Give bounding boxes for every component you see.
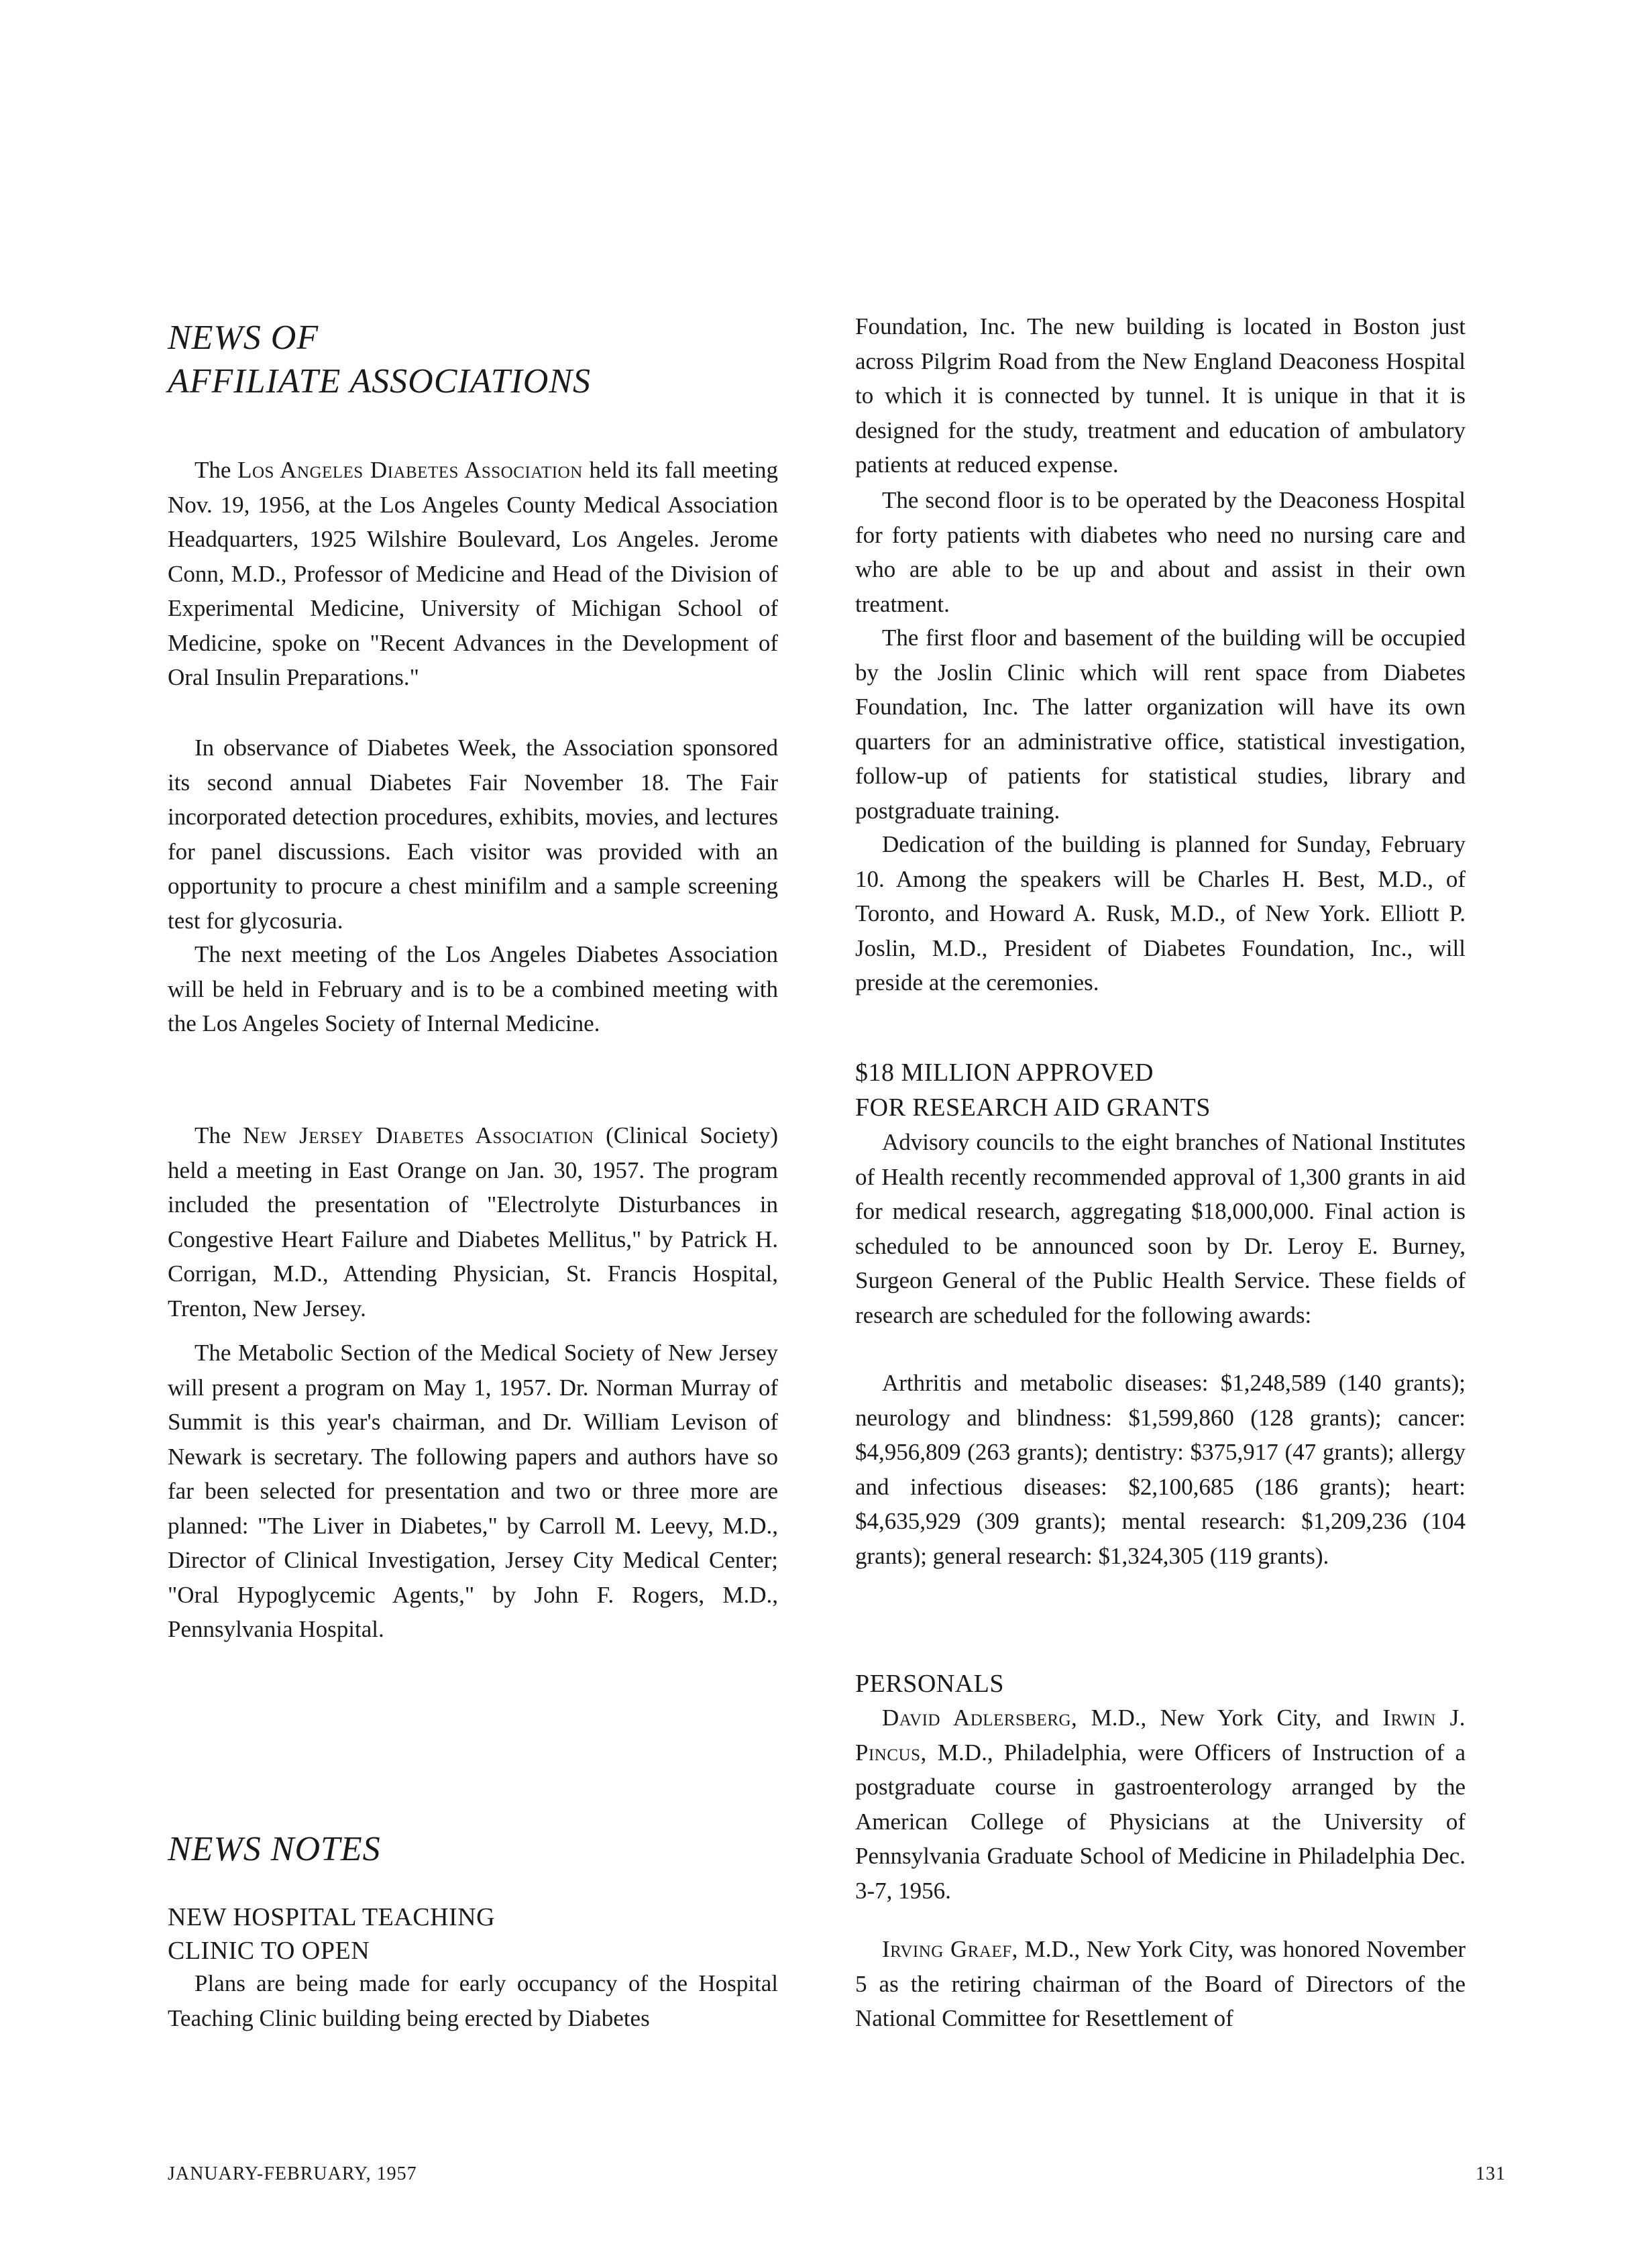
la-paragraph-3: The next meeting of the Los Angeles Diabetes Association will be held in February and is to be a combined meeting with the Los Angeles Society of Internal Medicine. [168, 941, 778, 1036]
la-p1-rest: held its fall meeting Nov. 19, 1956, at the Los Angeles County Medical Association Headquarters, 1925 Wilshire Boulevard, Los Angeles. Jerome Conn, M.D., Professor of Medicine and Head of the Division of Experimental Medicine, University of Michigan School of Medicine, spoke on "Recent Advances in the Development of Oral Insulin Preparations." [168, 457, 778, 690]
affiliates-title-line2: AFFILIATE ASSOCIATIONS [168, 362, 592, 400]
la-lead: The [195, 457, 231, 483]
nj-paragraph-1 [168, 1118, 778, 1326]
nj-association-name: New Jersey Diabetes Association [243, 1122, 594, 1148]
person-name-pincus: Irwin J. Pincus, [855, 1705, 1466, 1766]
personals-p1-rest: M.D., Philadelphia, were Officers of Instruction of a postgraduate course in gastroenterology arranged by the American College of Physicians at the University of Pennsylvania Graduate School of Medicine in Philadelphia Dec. 3-7, 1956. [855, 1739, 1466, 1904]
clinic-paragraph-1: Plans are being made for early occupancy of the Hospital Teaching Clinic building being erected by Diabetes [168, 1970, 778, 2031]
news-notes-title: NEWS NOTES [168, 1830, 381, 1868]
person-name-adlersberg: David Adlersberg, [882, 1705, 1078, 1731]
la-paragraph-1 [168, 453, 778, 695]
nj-lead: The [195, 1122, 231, 1148]
grants-subhead-line2: FOR RESEARCH AID GRANTS [855, 1093, 1211, 1122]
la-association-name: Los Angeles Diabetes Association [237, 457, 583, 483]
clinic-subhead-line2: CLINIC TO OPEN [168, 1937, 370, 1965]
personals-paragraph-1 [855, 1701, 1466, 1908]
personals-p2-rest: M.D., New York City, was honored November 5 as the retiring chairman of the Board of Directors of the National Committee for Resettlement of [855, 1936, 1466, 2031]
clinic-paragraph-2: The second floor is to be operated by the Deaconess Hospital for forty patients with diabetes who need no nursing care and who are able to be up and about and assist in their own treatment. [855, 487, 1466, 617]
personals-p1-mid: M.D., New York City, and [1091, 1705, 1370, 1731]
page-number: 131 [1476, 2163, 1506, 2184]
grants-paragraph-1: Advisory councils to the eight branches of National Institutes of Health recently recommended approval of 1,300 grants in aid for medical research, aggregating $18,000,000. Final action is scheduled to be announced soon by Dr. Leroy E. Burney, Surgeon General of the Public Health Service. These fields of research are scheduled for the following awards: [855, 1129, 1466, 1328]
grants-subhead-line1: $18 MILLION APPROVED [855, 1059, 1154, 1087]
clinic-paragraph-cont: Foundation, Inc. The new building is located in Boston just across Pilgrim Road from the New England Deaconess Hospital to which it is connected by tunnel. It is unique in that it is designed for the study, treatment and education of ambulatory patients at reduced expense. [855, 313, 1466, 478]
personals-title: PERSONALS [855, 1670, 1004, 1698]
affiliates-title-line1: NEWS OF [168, 319, 319, 357]
nj-p1-rest: (Clinical Society) held a meeting in East Orange on Jan. 30, 1957. The program included the presentation of "Electrolyte Disturbances in Congestive Heart Failure and Diabetes Mellitus," by Patrick H. Corrigan, M.D., Attending Physician, St. Francis Hospital, Trenton, New Jersey. [168, 1122, 778, 1322]
issue-date: JANUARY-FEBRUARY, 1957 [168, 2163, 417, 2184]
nj-paragraph-2: The Metabolic Section of the Medical Society of New Jersey will present a program on May 1, 1957. Dr. Norman Murray of Summit is this year's chairman, and Dr. William Levison of Newark is secretary. The following papers and authors have so far been selected for presentation and two or three more are planned: "The Liver in Diabetes," by Carroll M. Leevy, M.D., Director of Clinical Investigation, Jersey City Medical Center; "Oral Hypoglycemic Agents," by John F. Rogers, M.D., Pennsylvania Hospital. [168, 1340, 778, 1642]
personals-paragraph-2 [855, 1932, 1466, 2036]
person-name-graef: Irving Graef, [882, 1936, 1018, 1962]
clinic-subhead-line1: NEW HOSPITAL TEACHING [168, 1903, 496, 1931]
grants-paragraph-2: Arthritis and metabolic diseases: $1,248,589 (140 grants); neurology and blindness: $1,599,860 (128 grants); cancer: $4,956,809 (263 grants); dentistry: $375,917 (47 grants); allergy and infectious diseases: $2,100,685 (186 grants); heart: $4,635,929 (309 grants); mental research: $1,209,236 (104 grants); general research: $1,324,305 (119 grants). [855, 1370, 1466, 1569]
clinic-paragraph-4: Dedication of the building is planned for Sunday, February 10. Among the speakers will be Charles H. Best, M.D., of Toronto, and Howard A. Rusk, M.D., of New York. Elliott P. Joslin, M.D., President of Diabetes Foundation, Inc., will preside at the ceremonies. [855, 831, 1466, 996]
la-paragraph-2: In observance of Diabetes Week, the Association sponsored its second annual Diabetes Fair November 18. The Fair incorporated detection procedures, exhibits, movies, and lectures for panel discussions. Each visitor was provided with an opportunity to procure a chest minifilm and a sample screening test for glycosuria. [168, 735, 778, 934]
clinic-paragraph-3: The first floor and basement of the building will be occupied by the Joslin Clinic which will rent space from Diabetes Foundation, Inc. The latter organization will have its own quarters for an administrative office, statistical investigation, follow-up of patients for statistical studies, library and postgraduate training. [855, 625, 1466, 824]
